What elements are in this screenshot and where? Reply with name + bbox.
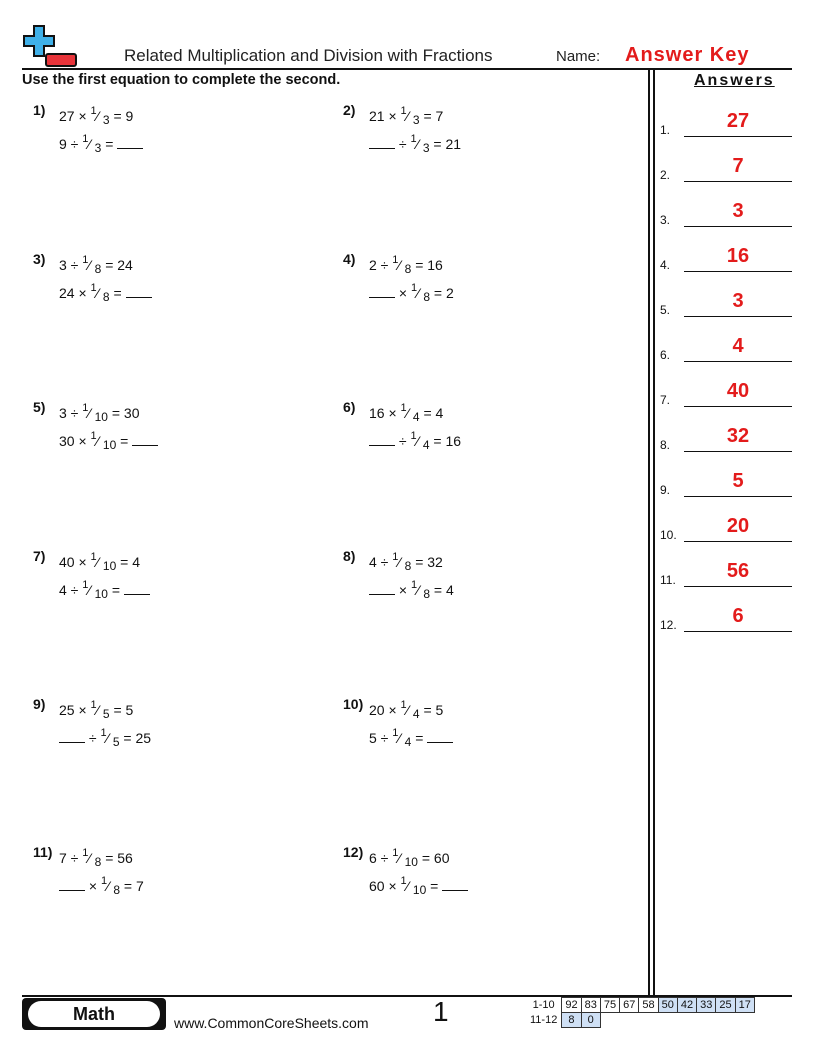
equation-prefix: 40 × xyxy=(59,554,87,570)
fraction-denominator: 10 xyxy=(404,855,418,869)
answer-number: 2. xyxy=(660,168,671,182)
fraction-slash: ⁄ xyxy=(416,136,419,152)
score-cell: 50 xyxy=(658,998,677,1013)
equation-prefix: ÷ xyxy=(398,136,407,152)
answer-line xyxy=(684,541,792,542)
answer-line xyxy=(684,181,792,182)
fraction-denominator: 8 xyxy=(423,587,431,601)
score-cell: 92 xyxy=(562,998,581,1013)
fraction-numerator: 1 xyxy=(82,133,89,145)
answer-value: 32 xyxy=(726,425,750,447)
score-cell: 8 xyxy=(562,1013,581,1028)
answer-blank xyxy=(369,593,395,595)
fraction-numerator: 1 xyxy=(90,282,97,294)
answer-blank xyxy=(369,296,395,298)
fraction-slash: ⁄ xyxy=(88,405,91,421)
equation-prefix: × xyxy=(398,285,408,301)
fraction-slash: ⁄ xyxy=(96,285,99,301)
fraction-slash: ⁄ xyxy=(107,878,110,894)
answer-value: 56 xyxy=(726,560,750,582)
answer-number: 7. xyxy=(660,393,671,407)
equation-suffix: = xyxy=(430,878,439,894)
problem-number: 5) xyxy=(33,399,46,415)
score-row xyxy=(527,998,754,1013)
score-cell: 58 xyxy=(639,998,658,1013)
fraction-denominator: 5 xyxy=(102,707,110,721)
fraction-slash: ⁄ xyxy=(88,850,91,866)
answer-blank xyxy=(59,889,85,891)
fraction-numerator: 1 xyxy=(82,579,89,591)
fraction-slash: ⁄ xyxy=(106,730,109,746)
fraction-denominator: 3 xyxy=(412,113,420,127)
problem-number: 1) xyxy=(33,102,46,118)
equation-suffix: = 16 xyxy=(415,257,443,273)
given-equation xyxy=(369,105,444,127)
fraction-denominator: 10 xyxy=(94,587,108,601)
fraction-denominator: 4 xyxy=(412,410,420,424)
given-equation xyxy=(369,699,444,721)
answer-row xyxy=(660,109,792,139)
equation-prefix: 60 × xyxy=(369,878,397,894)
equation-suffix: = 56 xyxy=(105,850,133,866)
answer-number: 3. xyxy=(660,213,671,227)
fraction-numerator: 1 xyxy=(410,133,417,145)
answer-value: 6 xyxy=(732,605,744,627)
fraction-slash: ⁄ xyxy=(96,554,99,570)
fraction-denominator: 10 xyxy=(412,883,427,897)
problem-item xyxy=(343,696,633,816)
answer-blank xyxy=(132,444,158,446)
answer-blank xyxy=(442,889,468,891)
answer-line xyxy=(684,136,792,137)
instructions: Use the first equation to complete the second. xyxy=(22,72,341,88)
answer-number: 10. xyxy=(660,528,677,542)
fraction-slash: ⁄ xyxy=(406,108,409,124)
problem-number: 12) xyxy=(343,844,364,860)
equation-suffix: = 5 xyxy=(113,702,134,718)
fraction-denominator: 8 xyxy=(423,290,431,304)
equation-prefix: 3 ÷ xyxy=(59,405,79,421)
answer-number: 1. xyxy=(660,123,671,137)
given-equation xyxy=(59,105,134,127)
fraction-denominator: 3 xyxy=(102,113,110,127)
problem-item xyxy=(33,548,323,668)
answer-row xyxy=(660,289,792,319)
equation-prefix: 3 ÷ xyxy=(59,257,79,273)
answer-key-label: Answer Key xyxy=(625,44,750,66)
fraction-denominator: 4 xyxy=(404,735,412,749)
equation-prefix: 2 ÷ xyxy=(369,257,389,273)
problem-number: 8) xyxy=(343,548,356,564)
answer-number: 6. xyxy=(660,348,671,362)
answer-number: 12. xyxy=(660,618,677,632)
related-equation xyxy=(369,430,462,452)
answer-value: 27 xyxy=(726,110,750,132)
equation-suffix: = xyxy=(105,136,114,152)
answer-blank xyxy=(369,147,395,149)
problem-number: 4) xyxy=(343,251,356,267)
fraction-numerator: 1 xyxy=(90,551,97,563)
fraction-slash: ⁄ xyxy=(417,582,420,598)
answer-line xyxy=(684,496,792,497)
answer-row xyxy=(660,559,792,589)
equation-prefix: 16 × xyxy=(369,405,397,421)
fraction-numerator: 1 xyxy=(400,699,407,711)
score-row xyxy=(527,1013,754,1028)
problem-item xyxy=(33,844,323,964)
score-cell: 0 xyxy=(581,1013,600,1028)
answer-row xyxy=(660,514,792,544)
fraction-denominator: 8 xyxy=(102,290,110,304)
equation-suffix: = 30 xyxy=(111,405,140,421)
related-equation xyxy=(59,727,152,749)
fraction-denominator: 4 xyxy=(422,438,430,452)
answer-row xyxy=(660,244,792,274)
problem-number: 9) xyxy=(33,696,46,712)
fraction-denominator: 10 xyxy=(102,438,117,452)
equation-suffix: = xyxy=(415,730,424,746)
score-cell: 83 xyxy=(581,998,600,1013)
related-equation xyxy=(369,875,468,897)
answer-line xyxy=(684,361,792,362)
answer-number: 4. xyxy=(660,258,671,272)
answer-value: 16 xyxy=(726,245,750,267)
problem-item xyxy=(33,399,323,519)
fraction-numerator: 1 xyxy=(392,254,399,266)
fraction-numerator: 1 xyxy=(90,699,97,711)
answer-blank xyxy=(124,593,150,595)
website-url: www.CommonCoreSheets.com xyxy=(174,1015,369,1031)
given-equation xyxy=(369,847,450,869)
answer-line xyxy=(684,451,792,452)
fraction-slash: ⁄ xyxy=(88,582,91,598)
equation-suffix: = 4 xyxy=(433,582,454,598)
problem-item xyxy=(343,844,633,964)
fraction-slash: ⁄ xyxy=(406,405,409,421)
fraction-numerator: 1 xyxy=(400,105,407,117)
equation-suffix: = 7 xyxy=(423,108,444,124)
equation-prefix: × xyxy=(398,582,408,598)
fraction-slash: ⁄ xyxy=(416,433,419,449)
answer-number: 5. xyxy=(660,303,671,317)
equation-prefix: 21 × xyxy=(369,108,397,124)
answer-line xyxy=(684,316,792,317)
equation-suffix: = xyxy=(113,285,122,301)
given-equation xyxy=(59,699,134,721)
problem-item xyxy=(33,696,323,816)
page-number: 1 xyxy=(433,996,449,1027)
fraction-slash: ⁄ xyxy=(88,136,91,152)
answer-line xyxy=(684,631,792,632)
equation-suffix: = 9 xyxy=(113,108,134,124)
score-cell: 75 xyxy=(600,998,619,1013)
answer-blank xyxy=(59,741,85,743)
equation-prefix: 24 × xyxy=(59,285,87,301)
answers-heading: Answers xyxy=(694,72,775,89)
fraction-numerator: 1 xyxy=(100,875,108,887)
answer-line xyxy=(684,226,792,227)
equation-suffix: = xyxy=(111,582,121,598)
column-divider xyxy=(653,70,655,996)
problem-item xyxy=(343,399,633,519)
equation-suffix: = xyxy=(120,433,129,449)
answer-line xyxy=(684,586,792,587)
answer-value: 40 xyxy=(726,380,750,402)
fraction-numerator: 1 xyxy=(410,282,418,294)
answer-value: 5 xyxy=(732,470,744,492)
equation-suffix: = 32 xyxy=(415,554,443,570)
given-equation xyxy=(369,402,444,424)
fraction-slash: ⁄ xyxy=(398,730,401,746)
equation-prefix: 30 × xyxy=(59,433,87,449)
fraction-slash: ⁄ xyxy=(88,257,91,273)
answer-row xyxy=(660,154,792,184)
related-equation xyxy=(59,430,158,452)
worksheet-title: Related Multiplication and Division with Fractions xyxy=(124,46,493,65)
problem-item xyxy=(33,251,323,371)
score-cell: 33 xyxy=(697,998,716,1013)
score-range-label: 1-10 xyxy=(532,999,555,1011)
answer-row xyxy=(660,469,792,499)
equation-prefix: ÷ xyxy=(398,433,407,449)
answer-blank xyxy=(117,147,143,149)
fraction-numerator: 1 xyxy=(90,430,97,442)
answer-blank xyxy=(427,741,453,743)
fraction-numerator: 1 xyxy=(410,430,417,442)
fraction-slash: ⁄ xyxy=(417,285,420,301)
given-equation xyxy=(369,551,443,573)
fraction-denominator: 8 xyxy=(404,559,412,573)
fraction-denominator: 4 xyxy=(412,707,420,721)
score-cell: 25 xyxy=(716,998,735,1013)
problem-number: 6) xyxy=(343,399,356,415)
problem-number: 2) xyxy=(343,102,356,118)
answer-row xyxy=(660,604,792,634)
fraction-denominator: 8 xyxy=(113,883,121,897)
equation-suffix: = 60 xyxy=(421,850,450,866)
answer-value: 20 xyxy=(726,515,750,537)
answer-row xyxy=(660,334,792,364)
plus-minus-logo-icon xyxy=(22,24,78,68)
problem-number: 3) xyxy=(33,251,46,267)
equation-suffix: = 24 xyxy=(105,257,133,273)
fraction-numerator: 1 xyxy=(410,579,418,591)
answer-value: 3 xyxy=(732,290,744,312)
answer-row xyxy=(660,424,792,454)
equation-suffix: = 2 xyxy=(433,285,454,301)
answer-number: 11. xyxy=(660,573,676,587)
equation-suffix: = 21 xyxy=(433,136,462,152)
answer-value: 4 xyxy=(732,335,744,357)
problem-number: 11) xyxy=(33,844,53,860)
fraction-slash: ⁄ xyxy=(398,554,401,570)
given-equation xyxy=(59,402,140,424)
fraction-denominator: 3 xyxy=(94,141,102,155)
equation-prefix: 25 × xyxy=(59,702,87,718)
equation-suffix: = 4 xyxy=(423,405,444,421)
fraction-denominator: 10 xyxy=(102,559,117,573)
fraction-slash: ⁄ xyxy=(96,702,99,718)
equation-prefix: 7 ÷ xyxy=(59,850,79,866)
related-equation xyxy=(369,727,453,749)
score-cell: 67 xyxy=(620,998,639,1013)
equation-prefix: 6 ÷ xyxy=(369,850,389,866)
equation-prefix: × xyxy=(88,878,98,894)
fraction-numerator: 1 xyxy=(400,402,407,414)
equation-suffix: = 16 xyxy=(433,433,462,449)
problem-number: 10) xyxy=(343,696,364,712)
answer-line xyxy=(684,406,792,407)
answer-number: 9. xyxy=(660,483,671,497)
problem-item xyxy=(343,102,633,222)
fraction-numerator: 1 xyxy=(392,727,399,739)
fraction-denominator: 10 xyxy=(94,410,108,424)
equation-prefix: 27 × xyxy=(59,108,87,124)
given-equation xyxy=(59,551,140,573)
fraction-slash: ⁄ xyxy=(398,257,401,273)
fraction-slash: ⁄ xyxy=(398,850,401,866)
fraction-numerator: 1 xyxy=(100,727,107,739)
equation-prefix: 9 ÷ xyxy=(59,136,79,152)
equation-suffix: = 5 xyxy=(423,702,444,718)
problem-item xyxy=(343,251,633,371)
fraction-denominator: 8 xyxy=(94,262,102,276)
related-equation xyxy=(59,133,143,155)
equation-prefix: 20 × xyxy=(369,702,397,718)
fraction-numerator: 1 xyxy=(90,105,97,117)
fraction-slash: ⁄ xyxy=(96,433,99,449)
equation-prefix: ÷ xyxy=(88,730,97,746)
name-label: Name: xyxy=(556,48,601,65)
answer-row xyxy=(660,199,792,229)
fraction-slash: ⁄ xyxy=(406,878,409,894)
answer-value: 7 xyxy=(732,155,744,177)
fraction-denominator: 8 xyxy=(94,855,102,869)
score-cell: 42 xyxy=(677,998,696,1013)
fraction-slash: ⁄ xyxy=(96,108,99,124)
equation-prefix: 4 ÷ xyxy=(369,554,389,570)
answer-number: 8. xyxy=(660,438,671,452)
score-cell: 17 xyxy=(735,998,754,1013)
fraction-numerator: 1 xyxy=(400,875,407,887)
fraction-denominator: 8 xyxy=(404,262,412,276)
answer-value: 3 xyxy=(732,200,744,222)
answer-line xyxy=(684,271,792,272)
equation-suffix: = 4 xyxy=(120,554,140,570)
related-equation xyxy=(59,875,144,897)
equation-prefix: 4 ÷ xyxy=(59,582,79,598)
related-equation xyxy=(59,579,150,601)
answer-blank xyxy=(126,296,152,298)
fraction-numerator: 1 xyxy=(392,551,399,563)
related-equation xyxy=(369,133,462,155)
equation-suffix: = 7 xyxy=(123,878,144,894)
fraction-denominator: 5 xyxy=(112,735,120,749)
given-equation xyxy=(59,254,133,276)
related-equation xyxy=(369,282,454,304)
fraction-denominator: 3 xyxy=(422,141,430,155)
column-divider xyxy=(648,70,650,996)
related-equation xyxy=(369,579,454,601)
score-table xyxy=(527,997,755,1028)
fraction-slash: ⁄ xyxy=(406,702,409,718)
header-divider xyxy=(22,68,792,70)
math-label: Math xyxy=(28,1001,160,1027)
answer-row xyxy=(660,379,792,409)
fraction-numerator: 1 xyxy=(82,402,89,414)
fraction-numerator: 1 xyxy=(82,847,89,859)
related-equation xyxy=(59,282,152,304)
given-equation xyxy=(59,847,133,869)
equation-prefix: 5 ÷ xyxy=(369,730,389,746)
problem-number: 7) xyxy=(33,548,46,564)
equation-suffix: = 25 xyxy=(123,730,152,746)
fraction-numerator: 1 xyxy=(392,847,399,859)
problem-item xyxy=(33,102,323,222)
given-equation xyxy=(369,254,443,276)
answer-blank xyxy=(369,444,395,446)
fraction-numerator: 1 xyxy=(82,254,89,266)
problem-item xyxy=(343,548,633,668)
score-range-label: 11-12 xyxy=(530,1014,558,1026)
